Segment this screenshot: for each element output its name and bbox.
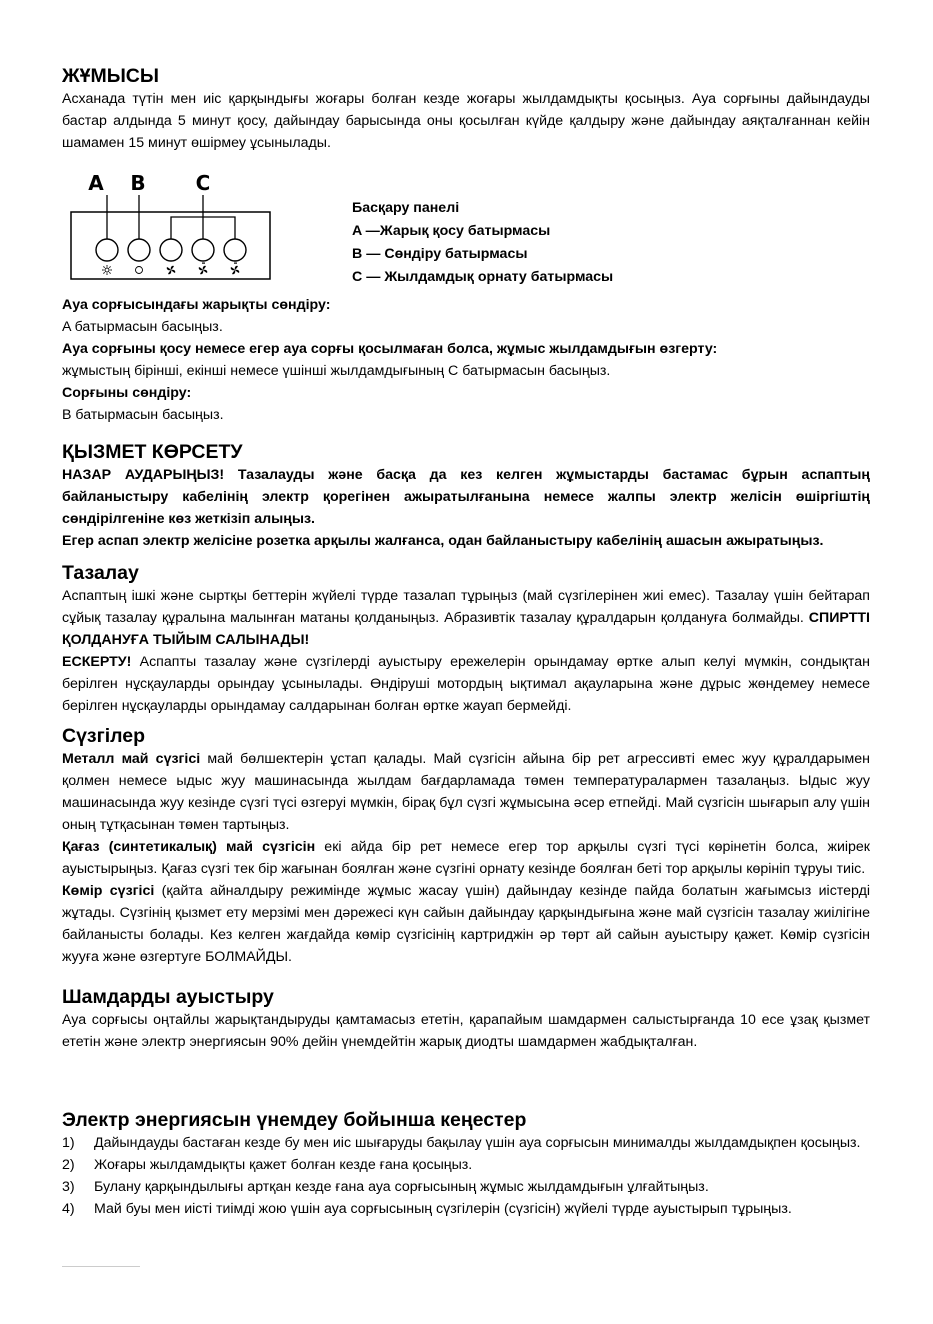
filter-metal-label: Металл май сүзгісі: [62, 751, 201, 767]
list-item-text: Булану қарқындылығы артқан кезде ғана ауа сорғысының жұмыс жылдамдығын ұлғайтыңыз.: [94, 1179, 709, 1195]
cleaning-alcohol-warning: СПИРТТІ ҚОЛДАНУҒА ТЫЙЫМ САЛЫНАДЫ!: [62, 610, 870, 648]
controls-text-off: B батырмасын басыңыз.: [62, 407, 224, 423]
filter-coal-paragraph: [62, 880, 870, 968]
off-icon: [136, 267, 143, 274]
list-item-number: 4): [62, 1201, 75, 1217]
button-c-speed1: [160, 239, 182, 261]
label-c: C: [195, 171, 211, 195]
controls-text-light-off: A батырмасын басыңыз.: [62, 319, 223, 335]
filter-metal-text: май бөлшектерін ұстап қалады. Май сүзгісін айына бір рет агрессивті емес жуу құралдарымен қолмен немесе ыдыс жуу машинасында жылдам бағдарламада төмен температуралармен тазалаңыз. Ыдыс жуу машинасында жуу кезінде сүзгі түсі өзгеруі мүмкін, бірақ бұл сүзгі жұмысына әсер етпейді. Май сүзгісін шығарып алу үшін оның тұтқасынан төмен тартыңыз.: [62, 751, 870, 833]
cleaning-paragraph-2: [62, 651, 870, 717]
fan-speed-2-icon: [199, 263, 208, 275]
list-item: [62, 1132, 870, 1154]
list-item: [62, 1176, 870, 1198]
list-item-text: Жоғары жылдамдықты қажет болған кезде ғана қосыңыз.: [94, 1157, 473, 1173]
list-item-text: Май буы мен иісті тиімді жою үшін ауа сорғысының сүзгілерін (сүзгісін) жүйелі түрде ауыстырып тұрыңыз.: [94, 1201, 792, 1217]
work-section: [62, 64, 870, 154]
controls-heading-off: Сорғыны сөндіру:: [62, 385, 192, 401]
light-icon: [102, 265, 112, 275]
label-b: B: [130, 171, 146, 195]
footer-divider: [62, 1266, 140, 1267]
filter-coal-label: Көмір сүзгісі: [62, 883, 155, 899]
service-title: ҚЫЗМЕТ КӨРСЕТУ: [62, 441, 243, 463]
cleaning-paragraph-1: [62, 585, 870, 651]
work-intro: Асханада түтін мен иіс қарқындығы жоғары болған кезде жоғары жылдамдықты қосыңыз. Ауа сорғыны дайындауды бастар алдында 5 минут қосу, дайындау барысында оны қосылған күйде қалдыру және дайындау аяқталғаннан кейін шамамен 15 минут өшірмеу ұсынылады.: [62, 91, 870, 151]
button-a-light: [96, 239, 118, 261]
lamps-section: [62, 985, 870, 1053]
filter-metal-paragraph: [62, 748, 870, 836]
legend-c: C — Жылдамдық орнату батырмасы: [352, 269, 614, 285]
lamps-title: Шамдарды ауыстыру: [62, 986, 274, 1008]
list-item: [62, 1154, 870, 1176]
button-c-speed3: [224, 239, 246, 261]
button-c-speed2: [192, 239, 214, 261]
cleaning-title: Тазалау: [62, 562, 139, 584]
filter-paper-label: Қағаз (синтетикалық) май сүзгісін: [62, 839, 316, 855]
controls-text-speed: жұмыстың бірінші, екінші немесе үшінші жылдамдығының C батырмасын басыңыз.: [62, 363, 611, 379]
lamps-text: Ауа сорғысы оңтайлы жарықтандыруды қамтамасыз ететін, қарапайым шамдармен салыстырғанда 10 есе ұзақ қызмет ететін және электр энергиясын 90% дейін үнемдейтін жарық диодты шамдармен жабдықталған.: [62, 1012, 870, 1050]
control-panel-diagram: [70, 170, 274, 282]
controls-heading-light-off: Ауа сорғысындағы жарықты сөндіру:: [62, 297, 331, 313]
controls-section: [62, 294, 870, 426]
list-item-text: Дайындауды бастаған кезде бу мен иіс шығаруды бақылау үшін ауа сорғысын минималды жылдамдықпен қосыңыз.: [94, 1135, 861, 1151]
list-item: [62, 1198, 870, 1220]
tips-list: [62, 1132, 870, 1220]
cleaning-section: [62, 561, 870, 717]
label-a: A: [88, 171, 104, 195]
list-item-number: 3): [62, 1179, 75, 1195]
tips-title: Электр энергиясын үнемдеу бойынша кеңестер: [62, 1109, 527, 1131]
service-section: [62, 440, 870, 552]
cleaning-caution-label: ЕСКЕРТУ!: [62, 654, 132, 670]
filters-title: Сүзгілер: [62, 725, 146, 747]
filter-paper-paragraph: [62, 836, 870, 880]
filter-paper-text: екі айда бір рет немесе егер тор арқылы сүзгі түсі көрінетін болса, жиірек ауыстырыңыз. Қағаз сүзгі тек бір жағынан боялған және сүзгіні орнату кезінде боялған беті тор арқылы көрініп тұруы тиіс.: [62, 839, 871, 877]
controls-heading-speed: Ауа сорғыны қосу немесе егер ауа сорғы қосылмаған болса, жұмыс жылдамдығын өзгерту:: [62, 341, 718, 357]
tips-section: [62, 1108, 870, 1220]
cleaning-text-2: Аспапты тазалау және сүзгілерді ауыстыру ережелерін орындамау өртке алып келуі мүмкін, сондықтан берілген нұсқауларды орындау ұсынылады. Өндіруші мотордың ықтимал ақауларына және дұрыс жөндемеу немесе берілген нұсқауларды орындамау салдарынан болған өртке жауап бермейді.: [62, 654, 870, 714]
panel-legend: [352, 197, 613, 289]
fan-speed-3-icon: [231, 260, 240, 274]
cleaning-text-1: Аспаптың ішкі және сыртқы беттерін жүйелі түрде тазалап тұрыңыз (май сүзгілерінен жиі емес). Тазалау үшін бейтарап сұйық тазалау құралына малынған матаны қолданыңыз. Абразивтік тазалау құралдарын қолдануға болмайды.: [62, 588, 870, 626]
work-title: ЖҰМЫСЫ: [62, 65, 159, 87]
list-item-number: 2): [62, 1157, 75, 1173]
fan-speed-1-icon: [167, 266, 176, 275]
service-note: Егер аспап электр желісіне розетка арқылы жалғанса, одан байланыстыру кабелінің ашасын ажыратыңыз.: [62, 533, 824, 549]
button-b-off: [128, 239, 150, 261]
service-warning: НАЗАР АУДАРЫҢЫЗ! Тазалауды және басқа да кез келген жұмыстарды бастамас бұрын аспаптың байланыстыру кабелінің электр қорегінен ажыратылғанына немесе жалпы электр желісін өшіргіштің сөндірілгеніне көз жеткізіп алыңыз.: [62, 467, 870, 527]
filters-section: [62, 724, 870, 968]
legend-a: A —Жарық қосу батырмасы: [352, 223, 551, 239]
legend-title: Басқару панелі: [352, 200, 460, 216]
list-item-number: 1): [62, 1135, 75, 1151]
legend-b: B — Сөндіру батырмасы: [352, 246, 528, 262]
filter-coal-text: (қайта айналдыру режимінде жұмыс жасау үшін) дайындау кезінде пайда болатын жағымсыз иістерді жұтады. Сүзгінің қызмет ету мерзімі мен дәрежесі күн сайын дайындау қарқындығына және май сүзгісін тазалау жиілігіне байланысты болады. Кез келген жағдайда көмір сүзгісінің картриджін әр төрт ай сайын ауыстыру қажет. Көмір сүзгісін жууға және өзгертуге БОЛМАЙДЫ.: [62, 883, 871, 965]
